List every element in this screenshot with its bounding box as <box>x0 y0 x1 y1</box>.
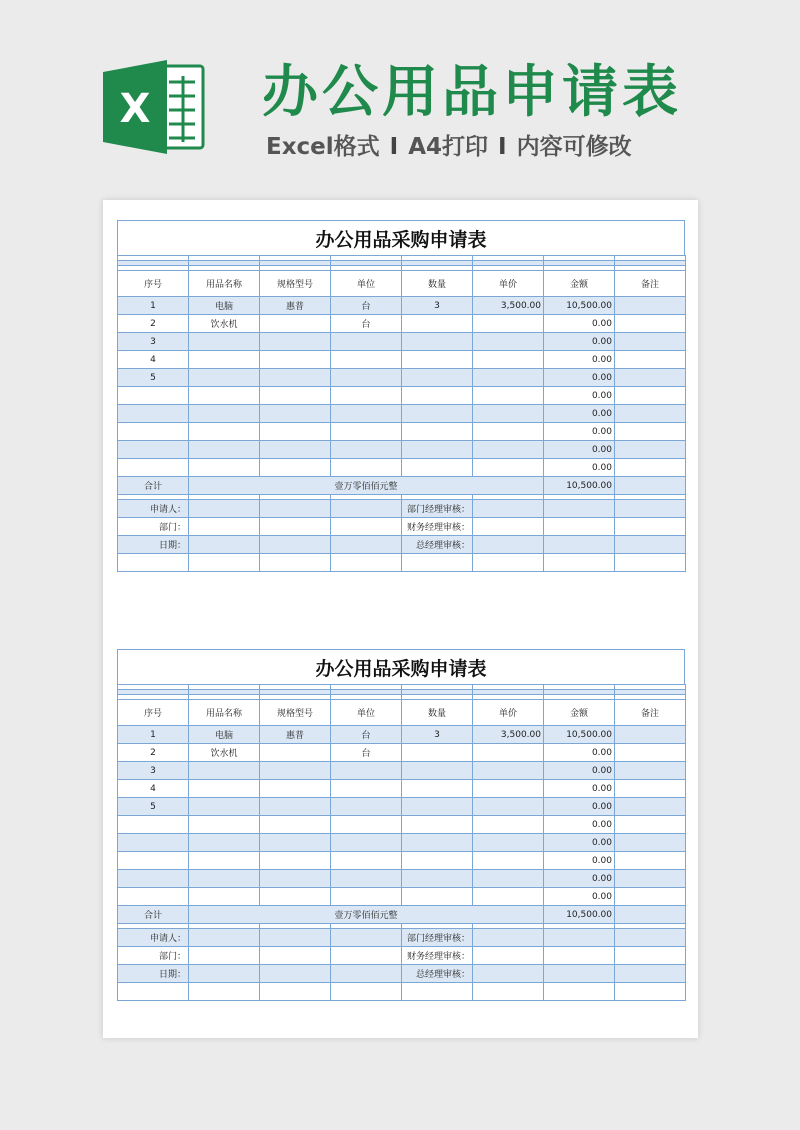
subtitle-separator: I <box>389 134 399 160</box>
item-cell <box>402 351 473 369</box>
table-cell <box>331 983 402 1001</box>
column-header: 数量 <box>402 700 473 726</box>
item-cell <box>615 798 686 816</box>
signature-row <box>118 947 686 965</box>
item-cell <box>189 333 260 351</box>
signature-label-date: 日期： <box>118 965 189 983</box>
item-cell <box>473 441 544 459</box>
item-cell <box>615 852 686 870</box>
item-cell <box>402 780 473 798</box>
item-cell <box>402 405 473 423</box>
column-header: 用品名称 <box>189 271 260 297</box>
form-title: 办公用品采购申请表 <box>117 220 685 255</box>
item-cell: 3 <box>402 726 473 744</box>
item-cell: 0.00 <box>544 888 615 906</box>
item-row <box>118 315 686 333</box>
item-cell <box>402 441 473 459</box>
item-cell: 0.00 <box>544 333 615 351</box>
item-cell <box>473 387 544 405</box>
item-cell <box>473 798 544 816</box>
item-cell: 0.00 <box>544 315 615 333</box>
item-cell: 2 <box>118 744 189 762</box>
table-cell <box>544 554 615 572</box>
item-cell <box>331 333 402 351</box>
item-cell <box>615 870 686 888</box>
item-cell <box>118 387 189 405</box>
item-cell <box>402 744 473 762</box>
signature-field <box>189 947 260 965</box>
item-cell <box>189 888 260 906</box>
item-cell <box>615 387 686 405</box>
signature-field <box>473 947 544 965</box>
item-cell: 1 <box>118 297 189 315</box>
subtitle-editable: 内容可修改 <box>516 134 632 160</box>
item-cell: 4 <box>118 780 189 798</box>
signature-field <box>189 965 260 983</box>
item-cell: 0.00 <box>544 870 615 888</box>
purchase-form-1 <box>117 220 685 572</box>
item-cell <box>615 333 686 351</box>
item-cell <box>473 333 544 351</box>
purchase-table <box>117 684 686 1001</box>
signature-row <box>118 536 686 554</box>
item-cell <box>260 405 331 423</box>
item-cell <box>260 441 331 459</box>
item-cell: 4 <box>118 351 189 369</box>
signature-row <box>118 965 686 983</box>
table-cell <box>615 518 686 536</box>
item-cell <box>189 387 260 405</box>
item-cell: 0.00 <box>544 744 615 762</box>
item-cell: 0.00 <box>544 852 615 870</box>
signature-row <box>118 518 686 536</box>
column-header: 单位 <box>331 700 402 726</box>
item-cell <box>260 744 331 762</box>
item-cell <box>615 351 686 369</box>
item-cell <box>615 744 686 762</box>
item-cell <box>402 888 473 906</box>
item-cell: 0.00 <box>544 441 615 459</box>
svg-text:X: X <box>119 86 151 132</box>
item-row <box>118 870 686 888</box>
table-cell <box>331 947 402 965</box>
item-cell <box>473 459 544 477</box>
item-cell <box>402 387 473 405</box>
column-header: 用品名称 <box>189 700 260 726</box>
item-cell: 台 <box>331 726 402 744</box>
item-cell <box>331 405 402 423</box>
table-cell <box>615 477 686 495</box>
item-row <box>118 816 686 834</box>
table-cell <box>260 965 331 983</box>
signature-label-finance_manager: 财务经理审核： <box>402 947 473 965</box>
table-cell <box>260 500 331 518</box>
table-cell <box>331 536 402 554</box>
signature-field <box>473 929 544 947</box>
signature-label-general_manager: 总经理审核： <box>402 965 473 983</box>
item-cell <box>331 351 402 369</box>
item-cell <box>615 441 686 459</box>
item-cell: 0.00 <box>544 762 615 780</box>
item-cell <box>331 441 402 459</box>
table-cell <box>473 983 544 1001</box>
item-cell <box>473 816 544 834</box>
item-cell <box>331 852 402 870</box>
item-cell <box>118 852 189 870</box>
total-words: 壹万零佰佰元整 <box>189 906 544 924</box>
item-cell <box>402 762 473 780</box>
table-cell <box>260 983 331 1001</box>
item-row <box>118 459 686 477</box>
item-cell <box>260 369 331 387</box>
table-cell <box>331 518 402 536</box>
item-cell <box>615 816 686 834</box>
table-header-row <box>118 271 686 297</box>
total-amount: 10,500.00 <box>544 477 615 495</box>
signature-field <box>189 518 260 536</box>
item-row <box>118 369 686 387</box>
item-cell <box>189 369 260 387</box>
item-cell <box>402 798 473 816</box>
item-row <box>118 351 686 369</box>
item-cell: 台 <box>331 297 402 315</box>
column-header: 备注 <box>615 700 686 726</box>
table-cell <box>331 929 402 947</box>
item-row <box>118 780 686 798</box>
item-cell <box>260 351 331 369</box>
item-cell: 0.00 <box>544 405 615 423</box>
item-cell: 0.00 <box>544 798 615 816</box>
item-cell: 0.00 <box>544 834 615 852</box>
column-header: 单价 <box>473 271 544 297</box>
item-cell <box>331 369 402 387</box>
column-header: 规格型号 <box>260 271 331 297</box>
item-cell <box>118 405 189 423</box>
item-cell <box>615 405 686 423</box>
item-cell <box>615 369 686 387</box>
item-cell <box>473 744 544 762</box>
item-cell <box>260 780 331 798</box>
item-cell: 5 <box>118 798 189 816</box>
item-cell: 台 <box>331 315 402 333</box>
item-row <box>118 762 686 780</box>
table-cell <box>615 983 686 1001</box>
item-cell <box>260 315 331 333</box>
item-cell <box>473 888 544 906</box>
item-cell: 3,500.00 <box>473 297 544 315</box>
table-cell <box>544 929 615 947</box>
column-header: 单价 <box>473 700 544 726</box>
item-cell <box>260 423 331 441</box>
item-cell <box>260 870 331 888</box>
item-cell <box>615 780 686 798</box>
item-cell <box>402 423 473 441</box>
column-header: 单位 <box>331 271 402 297</box>
item-cell <box>118 888 189 906</box>
item-cell <box>331 798 402 816</box>
table-cell <box>402 983 473 1001</box>
signature-field <box>189 929 260 947</box>
item-cell <box>402 315 473 333</box>
item-cell <box>189 423 260 441</box>
signature-row <box>118 929 686 947</box>
item-cell: 0.00 <box>544 459 615 477</box>
item-cell <box>118 870 189 888</box>
item-cell: 饮水机 <box>189 744 260 762</box>
item-cell <box>331 870 402 888</box>
item-cell <box>189 816 260 834</box>
signature-field <box>473 536 544 554</box>
item-cell: 10,500.00 <box>544 726 615 744</box>
item-cell <box>118 459 189 477</box>
column-header: 金额 <box>544 271 615 297</box>
table-cell <box>544 983 615 1001</box>
item-cell <box>473 315 544 333</box>
table-cell <box>544 947 615 965</box>
item-cell <box>331 423 402 441</box>
table-cell <box>615 965 686 983</box>
item-cell <box>260 888 331 906</box>
table-cell <box>615 947 686 965</box>
item-cell <box>260 816 331 834</box>
item-cell: 3,500.00 <box>473 726 544 744</box>
signature-label-dept_manager: 部门经理审核： <box>402 929 473 947</box>
table-cell <box>544 536 615 554</box>
page-title: 办公用品申请表 <box>262 60 682 125</box>
signature-label-finance_manager: 财务经理审核： <box>402 518 473 536</box>
item-cell <box>260 333 331 351</box>
signature-row <box>118 500 686 518</box>
table-cell <box>189 554 260 572</box>
total-row <box>118 477 686 495</box>
table-cell <box>331 554 402 572</box>
item-cell <box>260 762 331 780</box>
item-cell: 0.00 <box>544 387 615 405</box>
item-cell: 0.00 <box>544 780 615 798</box>
table-cell <box>615 536 686 554</box>
signature-field <box>189 536 260 554</box>
table-cell <box>615 500 686 518</box>
item-cell: 0.00 <box>544 351 615 369</box>
item-row <box>118 744 686 762</box>
form-title: 办公用品采购申请表 <box>117 649 685 684</box>
item-cell: 0.00 <box>544 423 615 441</box>
signature-label-applicant: 申请人： <box>118 929 189 947</box>
item-cell <box>260 834 331 852</box>
item-row <box>118 423 686 441</box>
item-cell <box>189 405 260 423</box>
column-header: 序号 <box>118 700 189 726</box>
table-cell <box>615 554 686 572</box>
table-cell <box>402 554 473 572</box>
item-cell <box>402 333 473 351</box>
item-cell <box>615 888 686 906</box>
item-cell <box>473 762 544 780</box>
item-cell <box>331 762 402 780</box>
item-cell <box>473 852 544 870</box>
item-cell <box>331 387 402 405</box>
item-cell: 2 <box>118 315 189 333</box>
item-cell <box>189 459 260 477</box>
column-header: 数量 <box>402 271 473 297</box>
item-cell: 10,500.00 <box>544 297 615 315</box>
subtitle-separator: I <box>498 134 507 160</box>
item-cell: 惠普 <box>260 726 331 744</box>
item-cell <box>615 315 686 333</box>
column-header: 规格型号 <box>260 700 331 726</box>
item-cell: 3 <box>118 333 189 351</box>
item-row <box>118 726 686 744</box>
item-cell: 0.00 <box>544 816 615 834</box>
excel-logo-icon <box>103 58 207 156</box>
total-words: 壹万零佰佰元整 <box>189 477 544 495</box>
signature-label-department: 部门： <box>118 947 189 965</box>
item-cell <box>402 816 473 834</box>
page-subtitle <box>266 128 632 161</box>
signature-field <box>473 500 544 518</box>
item-cell <box>402 852 473 870</box>
item-cell <box>473 870 544 888</box>
item-cell <box>473 351 544 369</box>
table-cell <box>118 983 189 1001</box>
item-cell: 电脑 <box>189 726 260 744</box>
table-header-row <box>118 700 686 726</box>
item-cell <box>402 459 473 477</box>
item-row <box>118 441 686 459</box>
item-cell: 1 <box>118 726 189 744</box>
item-cell <box>189 441 260 459</box>
item-row <box>118 798 686 816</box>
signature-field <box>473 518 544 536</box>
subtitle-print: A4打印 <box>408 134 489 160</box>
table-cell <box>189 983 260 1001</box>
item-row <box>118 405 686 423</box>
table-cell <box>260 947 331 965</box>
column-header: 金额 <box>544 700 615 726</box>
item-row <box>118 297 686 315</box>
item-cell <box>331 780 402 798</box>
item-cell: 惠普 <box>260 297 331 315</box>
item-cell <box>118 816 189 834</box>
item-cell <box>615 834 686 852</box>
signature-label-general_manager: 总经理审核： <box>402 536 473 554</box>
table-cell <box>544 500 615 518</box>
document-page <box>103 200 698 1038</box>
table-cell <box>331 500 402 518</box>
item-cell <box>331 888 402 906</box>
table-cell <box>260 929 331 947</box>
item-row <box>118 852 686 870</box>
item-cell <box>473 423 544 441</box>
purchase-table <box>117 255 686 572</box>
item-cell: 5 <box>118 369 189 387</box>
table-cell <box>260 536 331 554</box>
item-cell: 电脑 <box>189 297 260 315</box>
empty-row <box>118 983 686 1001</box>
table-cell <box>615 906 686 924</box>
item-cell <box>118 423 189 441</box>
table-cell <box>473 554 544 572</box>
item-row <box>118 333 686 351</box>
total-label: 合计 <box>118 477 189 495</box>
item-cell <box>331 459 402 477</box>
item-cell <box>615 297 686 315</box>
item-cell <box>473 834 544 852</box>
item-cell <box>118 441 189 459</box>
signature-label-dept_manager: 部门经理审核： <box>402 500 473 518</box>
signature-field <box>189 500 260 518</box>
subtitle-format: Excel格式 <box>266 134 380 160</box>
item-cell <box>189 870 260 888</box>
item-cell <box>260 798 331 816</box>
signature-field <box>473 965 544 983</box>
column-header: 备注 <box>615 271 686 297</box>
item-cell <box>615 726 686 744</box>
item-cell <box>260 387 331 405</box>
item-cell <box>118 834 189 852</box>
table-cell <box>544 518 615 536</box>
item-cell <box>189 780 260 798</box>
table-cell <box>615 929 686 947</box>
item-cell <box>615 423 686 441</box>
item-cell <box>473 405 544 423</box>
item-cell: 饮水机 <box>189 315 260 333</box>
item-cell <box>615 762 686 780</box>
item-cell <box>473 369 544 387</box>
item-cell <box>260 459 331 477</box>
item-cell <box>189 834 260 852</box>
item-cell <box>473 780 544 798</box>
item-cell <box>189 852 260 870</box>
table-cell <box>544 965 615 983</box>
item-cell <box>402 834 473 852</box>
item-cell <box>260 852 331 870</box>
item-cell <box>402 369 473 387</box>
item-row <box>118 387 686 405</box>
item-row <box>118 888 686 906</box>
item-cell <box>189 351 260 369</box>
table-cell <box>260 554 331 572</box>
item-cell <box>331 834 402 852</box>
table-cell <box>331 965 402 983</box>
page-header <box>0 0 800 190</box>
item-cell: 3 <box>402 297 473 315</box>
item-cell: 台 <box>331 744 402 762</box>
column-header: 序号 <box>118 271 189 297</box>
item-cell: 3 <box>118 762 189 780</box>
signature-label-applicant: 申请人： <box>118 500 189 518</box>
table-cell <box>260 518 331 536</box>
item-cell <box>402 870 473 888</box>
item-cell <box>615 459 686 477</box>
item-cell <box>331 816 402 834</box>
empty-row <box>118 554 686 572</box>
total-row <box>118 906 686 924</box>
signature-label-date: 日期： <box>118 536 189 554</box>
item-cell: 0.00 <box>544 369 615 387</box>
signature-label-department: 部门： <box>118 518 189 536</box>
item-row <box>118 834 686 852</box>
table-cell <box>118 554 189 572</box>
total-amount: 10,500.00 <box>544 906 615 924</box>
item-cell <box>189 762 260 780</box>
total-label: 合计 <box>118 906 189 924</box>
item-cell <box>189 798 260 816</box>
purchase-form-2 <box>117 649 685 1001</box>
